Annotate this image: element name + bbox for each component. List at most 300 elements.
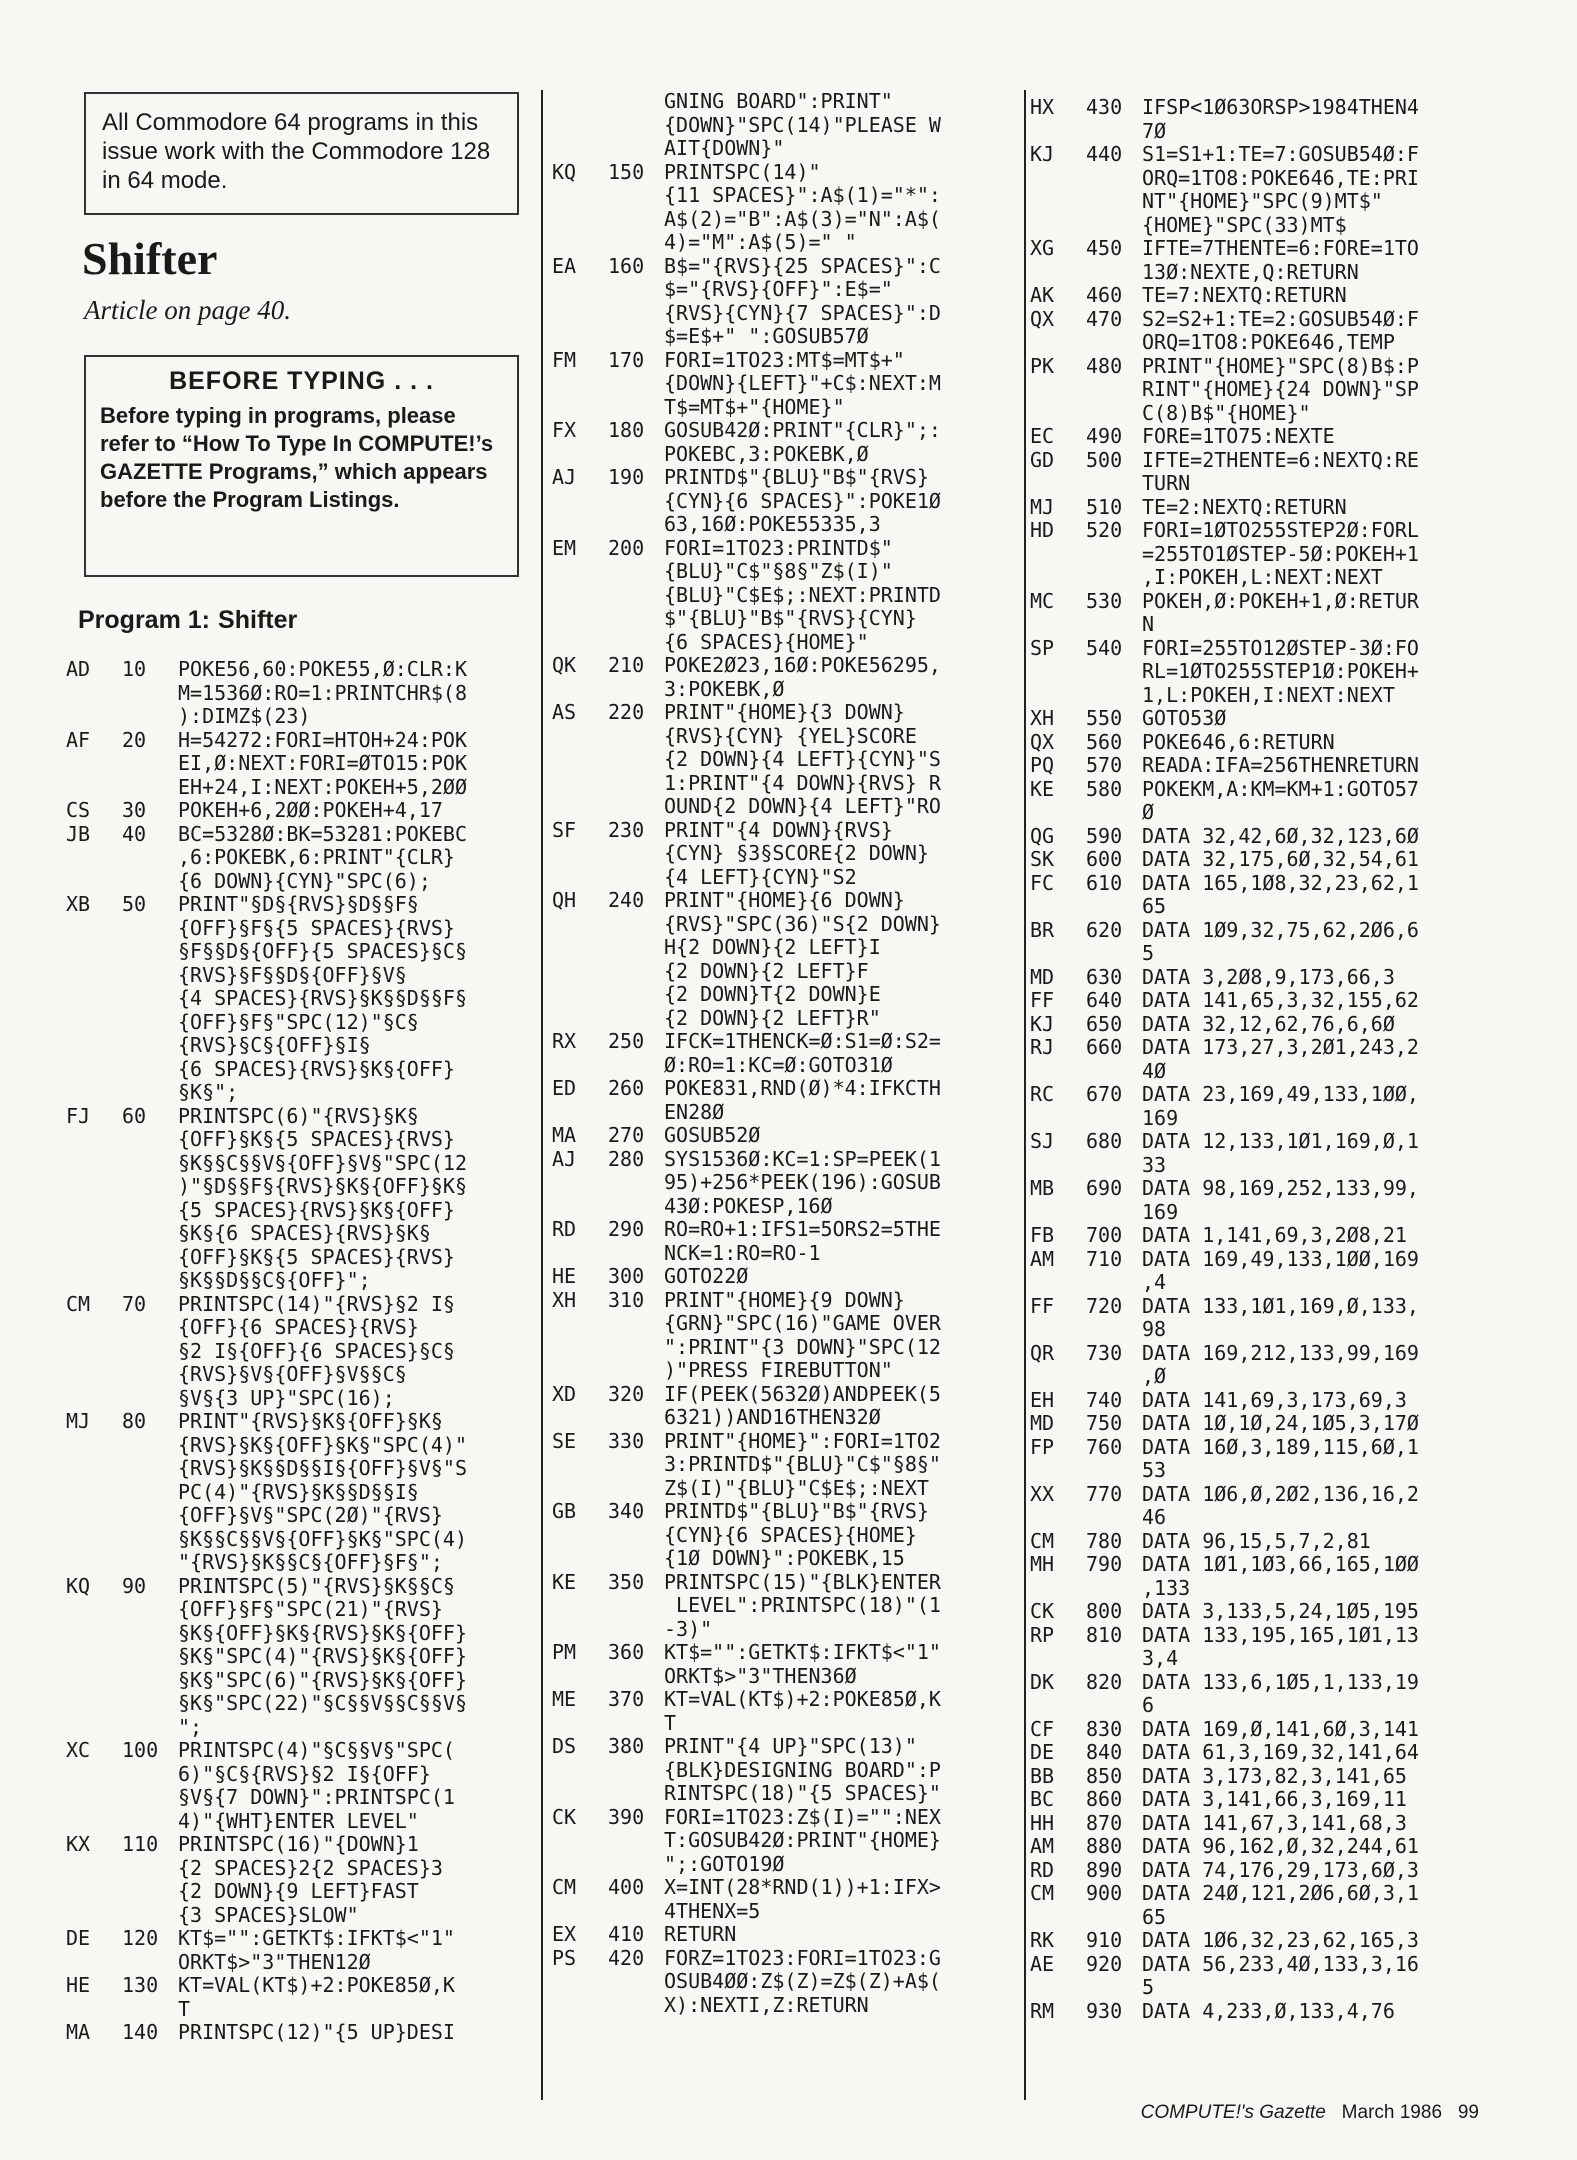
checksum [1030,1459,1086,1483]
code-text: {RVS}§K§§D§§I§{OFF}§V§"S [178,1456,467,1480]
listing-line [552,1782,1022,1806]
code-text: DATA 16Ø,3,189,115,6Ø,1 [1142,1434,1419,1459]
line-number [1086,566,1142,590]
checksum [1030,1201,1086,1225]
listing-line [66,1058,536,1082]
line-number [1086,684,1142,708]
code-text: POKE831,RND(Ø)*4:IFKCTH [664,1076,941,1100]
checksum [552,1782,608,1806]
checksum [66,752,122,776]
listing-line [552,1735,1022,1759]
code-text: {RVS}"SPC(36)"S{2 DOWN} [664,911,941,936]
line-number [608,278,664,302]
code-text: DATA 169,49,133,1ØØ,169 [1142,1246,1419,1271]
listing-line [1030,1436,1565,1460]
code-text: {4 SPACES}{RVS}§K§§D§§F§ [178,986,467,1010]
listing-line [1030,754,1565,778]
listing-line [1030,1506,1565,1530]
listing-line [552,983,1022,1007]
listing-line [66,823,536,847]
code-text: §K§§D§§C§{OFF}"; [178,1268,371,1292]
listing-line [1030,1859,1565,1883]
listing-line [66,1763,536,1787]
code-text: {RVS}{CYN} {YEL}SCORE [664,723,917,748]
listing-line [552,1477,1022,1501]
checksum [552,960,608,984]
checksum [66,940,122,964]
line-number [608,560,664,584]
checksum [552,584,608,608]
checksum [552,372,608,396]
code-text: {OFF}§F§"SPC(21)"{RVS} [178,1597,443,1621]
line-number [608,443,664,467]
line-number [1086,1107,1142,1131]
code-text: {OFF}{6 SPACES}{RVS} [178,1315,419,1339]
listing-line [66,893,536,917]
checksum: FB [1030,1223,1055,1247]
code-text: DATA 173,27,3,2Ø1,243,2 [1142,1035,1419,1059]
line-number [608,842,664,866]
code-text: FORI=255TO12ØSTEP-3Ø:FO [1142,635,1419,660]
checksum [66,1504,122,1528]
listing-line [552,1876,1022,1900]
listing-line [552,137,1022,161]
checksum [66,1716,122,1740]
line-number [608,513,664,537]
checksum: BC [1030,1787,1055,1811]
code-text: 6 [1142,1693,1155,1717]
listing-line [1030,919,1565,943]
checksum: PQ [1030,753,1055,777]
line-number: 580 [1086,776,1123,801]
checksum [66,1763,122,1787]
code-text: {BLU}"C$"§8§"Z$(I)" [664,559,893,583]
checksum [1030,566,1086,590]
line-number [122,1904,178,1928]
line-number [122,1222,178,1246]
line-number: 530 [1086,588,1123,613]
checksum: RX [552,1029,577,1053]
listing-column-3 [1030,96,1565,2023]
checksum: PM [552,1640,577,1664]
line-number: 150 [608,159,645,184]
listing-line [1030,684,1565,708]
checksum: MA [66,2020,91,2044]
line-number: 610 [1086,870,1123,895]
code-text: 63,16Ø:POKE55335,3 [664,512,881,536]
listing-line [552,443,1022,467]
line-number [122,870,178,894]
checksum [552,1359,608,1383]
code-text: {RVS}§C§{OFF}§I§ [178,1033,371,1057]
line-number: 50 [122,892,147,916]
listing-line [1030,214,1565,238]
listing-line [1030,402,1565,426]
checksum [66,776,122,800]
checksum [66,1222,122,1246]
line-number: 630 [1086,964,1123,989]
line-number: 880 [1086,1834,1123,1858]
line-number: 550 [1086,706,1123,730]
listing-line [552,1571,1022,1595]
listing-line [1030,1013,1565,1037]
code-text: DATA 4,233,Ø,133,4,76 [1142,1998,1395,2023]
line-number [122,1316,178,1340]
checksum: XD [552,1381,577,1406]
line-number [122,1786,178,1810]
listing-line [1030,895,1565,919]
code-text: DATA 165,1Ø8,32,23,62,1 [1142,870,1419,895]
checksum [66,1880,122,1904]
checksum: MB [1030,1176,1055,1200]
code-text: {6 DOWN}{CYN}"SPC(6); [178,868,431,893]
checksum: RJ [1030,1035,1055,1059]
listing-column-1 [66,658,536,2045]
code-text: {4 LEFT}{CYN}"S2 [664,864,857,889]
checksum [552,1970,608,1994]
code-text: PRINTSPC(15)"{BLK}ENTER [664,1569,941,1594]
line-number [122,1387,178,1411]
listing-line [66,776,536,800]
checksum: SP [1030,635,1055,660]
checksum [552,231,608,255]
line-number: 710 [1086,1246,1123,1271]
listing-line [552,678,1022,702]
checksum: ME [552,1687,577,1711]
checksum [552,1054,608,1078]
code-text: POKEKM,A:KM=KM+1:GOTO57 [1142,776,1419,801]
line-number: 280 [608,1146,645,1171]
line-number [608,1336,664,1360]
checksum [552,1312,608,1336]
code-text: IFTE=7THENTE=6:FORE=1TO [1142,236,1419,260]
listing-line [1030,1812,1565,1836]
checksum: MA [552,1123,577,1147]
line-number [608,1171,664,1195]
code-text: POKEH,Ø:POKEH+1,Ø:RETUR [1142,588,1419,613]
line-number: 90 [122,1573,147,1598]
code-text: T [664,1710,677,1735]
line-number [608,584,664,608]
line-number: 720 [1086,1293,1123,1318]
checksum [552,983,608,1007]
code-text: GOSUB52Ø [664,1123,761,1147]
line-number: 110 [122,1832,159,1856]
listing-line [552,396,1022,420]
listing-line [1030,1647,1565,1671]
checksum [66,1081,122,1105]
code-text: T:GOSUB42Ø:PRINT"{HOME} [664,1828,941,1852]
code-text: H{2 DOWN}{2 LEFT}I [664,935,881,959]
checksum: HX [1030,95,1055,119]
line-number [122,1340,178,1364]
checksum [552,513,608,537]
footer-issue: March 1986 [1341,2102,1443,2123]
code-text: 5 [1142,1975,1155,1999]
listing-line [552,842,1022,866]
line-number: 390 [608,1804,645,1829]
listing-line [66,1222,536,1246]
line-number: 360 [608,1640,645,1664]
code-text: )"§D§§F§{RVS}§K§{OFF}§K§ [178,1174,467,1198]
checksum: AJ [552,1146,577,1171]
listing-line [66,1128,536,1152]
listing-line [552,1641,1022,1665]
listing-line [1030,1224,1565,1248]
line-number: 410 [608,1922,645,1946]
listing-line [552,349,1022,373]
listing-line [1030,848,1565,872]
checksum: EA [552,253,577,278]
line-number [122,705,178,729]
listing-line [1030,1882,1565,1906]
line-number [1086,543,1142,567]
checksum: EC [1030,424,1055,448]
checksum [66,1199,122,1223]
listing-line [1030,1036,1565,1060]
line-number [122,1692,178,1716]
code-text: DATA 56,233,4Ø,133,3,16 [1142,1951,1419,1976]
line-number: 670 [1086,1082,1123,1106]
listing-line [1030,449,1565,473]
checksum [66,1269,122,1293]
listing-line [1030,425,1565,449]
code-text: DATA 32,175,6Ø,32,54,61 [1142,847,1419,871]
listing-line [552,1712,1022,1736]
listing-line [552,372,1022,396]
listing-line [66,1246,536,1270]
line-number [608,1853,664,1877]
program-name: Shifter [218,606,298,634]
code-text: DATA 61,3,169,32,141,64 [1142,1740,1419,1764]
checksum [552,1453,608,1477]
code-text: DATA 141,69,3,173,69,3 [1142,1387,1407,1412]
listing-line [552,1853,1022,1877]
line-number: 230 [608,817,645,842]
checksum: FM [552,347,577,372]
checksum [66,964,122,988]
line-number: 780 [1086,1528,1123,1553]
line-number [608,325,664,349]
code-text: C(8)B$"{HOME}" [1142,400,1311,425]
checksum [552,137,608,161]
checksum: QG [1030,823,1055,848]
checksum [552,302,608,326]
line-number: 730 [1086,1340,1123,1365]
line-number [122,1434,178,1458]
line-number [122,846,178,870]
code-text: PRINTSPC(4)"§C§§V§"SPC( [178,1738,455,1762]
code-text: ORKT$>"3"THEN12Ø [178,1949,371,1974]
line-number [608,208,664,232]
line-number: 420 [608,1945,645,1970]
code-text: FORE=1TO75:NEXTE [1142,424,1335,448]
line-number: 330 [608,1428,645,1453]
code-text: PRINT"{HOME}{9 DOWN} [664,1287,905,1312]
listing-line [552,748,1022,772]
line-number [1086,331,1142,355]
checksum: GB [552,1499,577,1523]
line-number [1086,1271,1142,1295]
code-text: DATA 96,162,Ø,32,244,61 [1142,1834,1419,1858]
line-number [1086,1060,1142,1084]
checksum: FX [552,418,577,442]
listing-line [66,1504,536,1528]
line-number: 440 [1086,142,1123,166]
line-number [1086,660,1142,684]
listing-line [552,936,1022,960]
checksum [1030,942,1086,966]
listing-line [66,1998,536,2022]
listing-line [1030,1248,1565,1272]
code-text: $="{RVS}{OFF}":E$=" [664,277,893,301]
code-text: DATA 3,2Ø8,9,173,66,3 [1142,964,1395,989]
line-number [122,964,178,988]
listing-line [1030,1271,1565,1295]
listing-line [1030,1342,1565,1366]
listing-line [66,1528,536,1552]
line-number: 500 [1086,447,1123,472]
checksum: AS [552,700,577,724]
listing-line [552,1406,1022,1430]
listing-line [66,940,536,964]
code-text: DATA 133,195,165,1Ø1,13 [1142,1622,1419,1647]
line-number [608,396,664,420]
listing-line [1030,942,1565,966]
listing-line [66,1927,536,1951]
line-number: 890 [1086,1857,1123,1882]
checksum [1030,472,1086,496]
line-number: 250 [608,1029,645,1053]
line-number [122,1998,178,2022]
checksum [66,1669,122,1693]
code-text: 169 [1142,1105,1179,1130]
listing-line [66,1316,536,1340]
line-number [608,184,664,208]
listing-line [66,917,536,941]
line-number: 480 [1086,353,1123,378]
checksum [552,936,608,960]
line-number [1086,214,1142,238]
listing-line [1030,331,1565,355]
listing-line [552,513,1022,537]
checksum [552,560,608,584]
code-text: Ø:RO=1:KC=Ø:GOTO31Ø [664,1052,893,1077]
listing-line [552,1242,1022,1266]
page-footer [1141,2102,1479,2124]
code-text: PC(4)"{RVS}§K§§D§§I§ [178,1479,419,1504]
code-text: DATA 3,141,66,3,169,11 [1142,1787,1407,1811]
checksum: QX [1030,306,1055,331]
code-text: {OFF}§F§{5 SPACES}{RVS} [178,915,455,940]
code-text: DATA 24Ø,121,2Ø6,6Ø,3,1 [1142,1881,1419,1905]
code-text: $"{BLU}"B$"{RVS}{CYN} [664,606,917,630]
checksum [1030,1647,1086,1671]
line-number: 560 [1086,729,1123,754]
listing-line [552,584,1022,608]
column-rule [541,90,543,2100]
code-text: PRINTD$"{BLU}"B$"{RVS} [664,1499,929,1523]
checksum [552,1171,608,1195]
listing-line [552,560,1022,584]
listing-line [1030,1107,1565,1131]
checksum: CM [1030,1881,1055,1905]
checksum: AM [1030,1246,1055,1271]
code-text: T [178,1996,191,2021]
line-number [608,1782,664,1806]
line-number: 930 [1086,1998,1123,2023]
line-number [122,1528,178,1552]
checksum [552,1547,608,1571]
listing-line [1030,1718,1565,1742]
code-text: OSUB4ØØ:Z$(Z)=Z$(Z)+A$( [664,1969,941,1993]
line-number [608,983,664,1007]
code-text: M=1536Ø:RO=1:PRINTCHR$(8 [178,680,467,705]
code-text: "; [178,1714,203,1739]
line-number [608,372,664,396]
checksum: QR [1030,1340,1055,1365]
listing-line [66,658,536,682]
checksum: RP [1030,1622,1055,1647]
line-number [608,1618,664,1642]
listing-line [552,537,1022,561]
checksum [552,725,608,749]
checksum: BR [1030,917,1055,942]
listing-line [552,1265,1022,1289]
checksum: RD [1030,1857,1055,1882]
checksum: AF [66,727,91,752]
checksum [552,678,608,702]
line-number [608,913,664,937]
code-text: §V§{7 DOWN}":PRINTSPC(1 [178,1785,455,1809]
checksum: RC [1030,1082,1055,1106]
line-number [608,1007,664,1031]
line-number: 430 [1086,95,1123,119]
listing-line [66,1739,536,1763]
checksum [66,1810,122,1834]
listing-line [1030,1412,1565,1436]
checksum [1030,1694,1086,1718]
checksum [66,846,122,870]
line-number: 80 [122,1409,147,1433]
checksum [66,1434,122,1458]
checksum [66,1457,122,1481]
listing-line [66,1880,536,1904]
checksum: MJ [1030,494,1055,519]
line-number: 60 [122,1103,147,1128]
code-text: S1=S1+1:TE=7:GOSUB54Ø:F [1142,142,1419,166]
code-text: IFCK=1THENCK=Ø:S1=Ø:S2= [664,1029,941,1053]
line-number [1086,1976,1142,2000]
code-text: 3:POKEBK,Ø [664,676,785,701]
code-text: DATA 96,15,5,7,2,81 [1142,1528,1371,1553]
line-number: 200 [608,535,645,560]
code-text: PRINTSPC(12)"{5 UP}DESI [178,2020,455,2044]
code-text: PRINT"{HOME}{6 DOWN} [664,888,905,912]
line-number [608,1547,664,1571]
listing-line [1030,637,1565,661]
line-number: 100 [122,1738,159,1762]
code-text: KT$="":GETKT$:IFKT$<"1" [178,1926,455,1950]
checksum [66,1622,122,1646]
code-text: 3,4 [1142,1646,1179,1670]
line-number: 860 [1086,1787,1123,1811]
line-number: 790 [1086,1552,1123,1576]
line-number [1086,1506,1142,1530]
code-text: {OFF}§V§"SPC(2Ø)"{RVS} [178,1503,443,1527]
code-text: OUND{2 DOWN}{4 LEFT}"RO [664,794,941,818]
line-number [608,1759,664,1783]
